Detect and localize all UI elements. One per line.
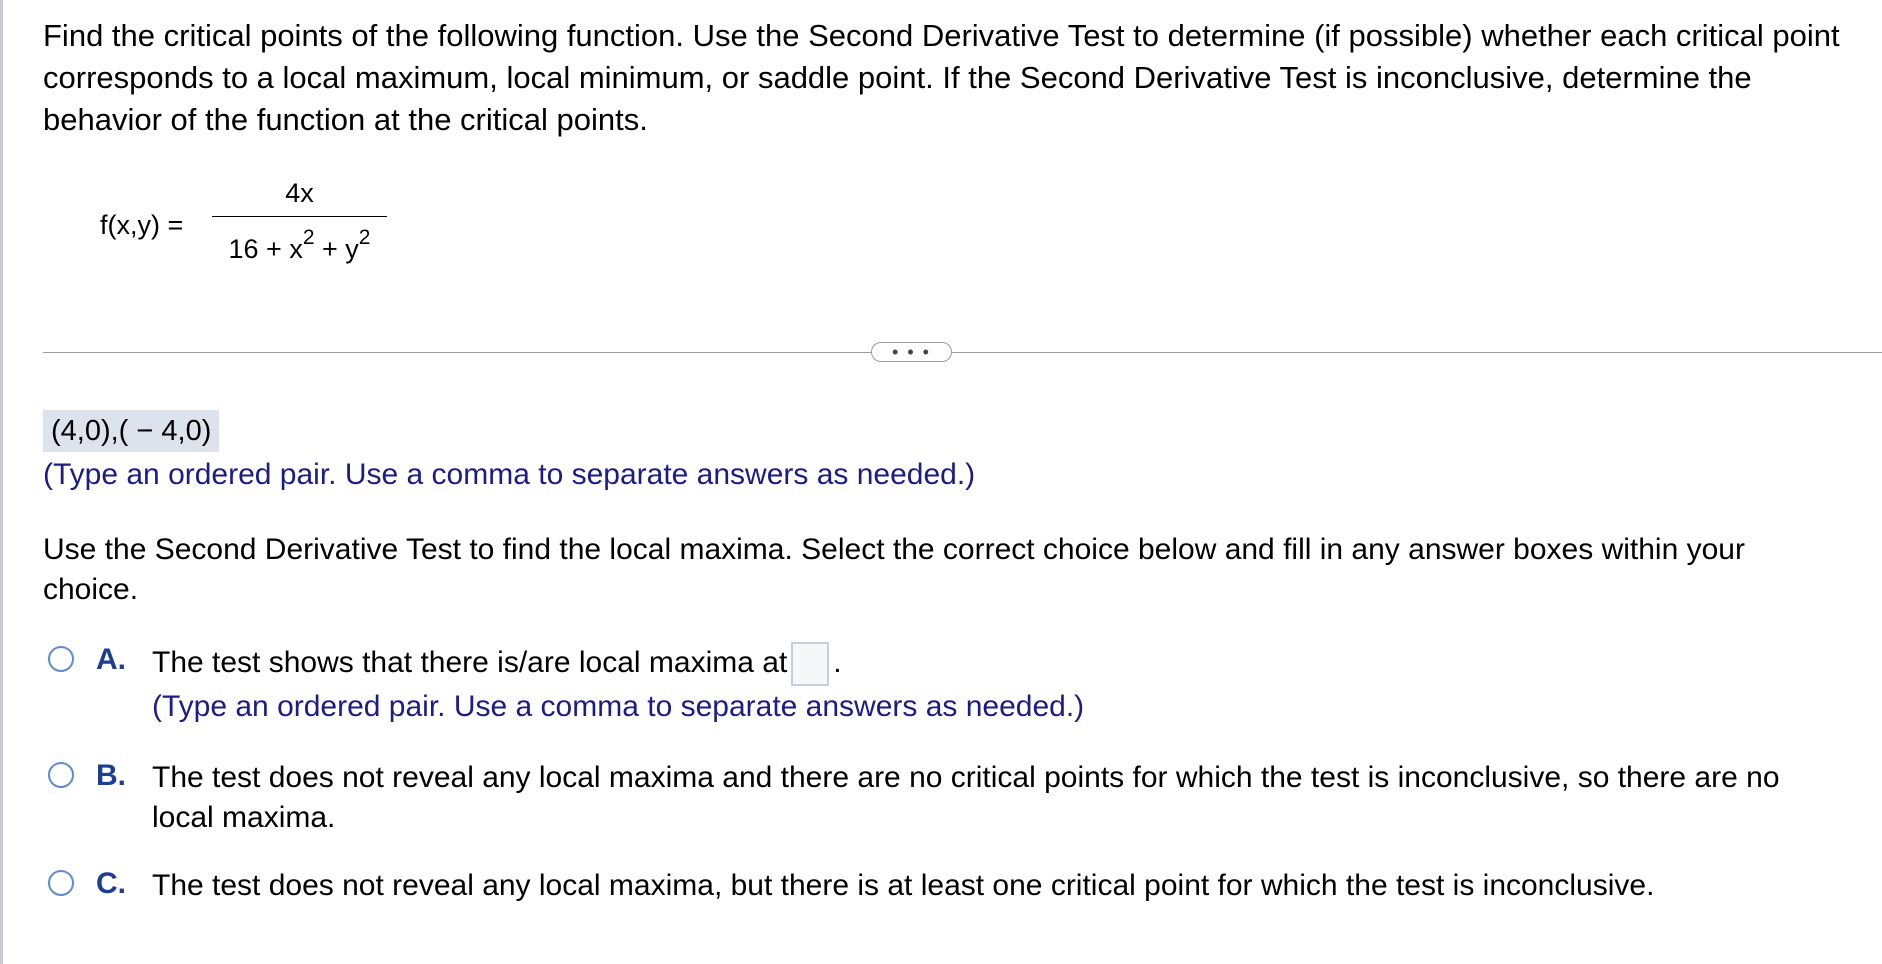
exponent-1: 2 (302, 226, 315, 249)
choice-a-text-after: . (833, 645, 842, 679)
section-divider (43, 352, 1882, 353)
function-formula (100, 172, 500, 282)
choice-a-text-before: The test shows that there is/are local maxima at (152, 645, 788, 679)
problem-intro: Find the critical points of the following function. Use the Second Derivative Test to determine (if possible) whether each critical point corresponds to a local maximum, local minimum, or saddle point. If the Second Derivative Test is inconclusive, determine the behavior of the function at the critical points. (43, 18, 1840, 137)
choice-a-answer-input[interactable] (791, 642, 829, 686)
local-maxima-question: Use the Second Derivative Test to find the local maxima. Select the correct choice below and fill in any answer boxes within your choice. (43, 533, 1745, 606)
denominator-part-2: + y (314, 234, 359, 264)
choice-c-text: The test does not reveal any local maxima, but there is at least one critical point for which the test is inconclusive. (152, 869, 1655, 902)
choice-c-letter: C. (96, 867, 126, 900)
choice-a-text (152, 642, 1842, 686)
expand-ellipsis-button[interactable]: • • • (871, 342, 952, 362)
critical-points-hint: (Type an ordered pair. Use a comma to separate answers as needed.) (43, 458, 976, 491)
choice-c-radio[interactable] (48, 870, 74, 896)
critical-points-answer: (4,0),( − 4,0) (43, 410, 219, 452)
choice-a-letter: A. (96, 643, 126, 676)
choice-b-letter: B. (96, 759, 126, 792)
function-fraction (212, 172, 387, 266)
choice-b-text: The test does not reveal any local maxima and there are no critical points for which the test is inconclusive, so there are no local maxima. (152, 761, 1780, 834)
choice-b-radio[interactable] (48, 762, 74, 788)
exponent-2: 2 (358, 226, 371, 249)
choice-a-hint: (Type an ordered pair. Use a comma to separate answers as needed.) (152, 690, 1085, 723)
fraction-numerator: 4x (285, 178, 314, 208)
fraction-denominator (212, 225, 387, 266)
function-lhs: f(x,y) = (100, 210, 184, 240)
denominator-part-1: 16 + x (228, 234, 303, 264)
choice-a-radio[interactable] (48, 646, 74, 672)
fraction-bar (212, 216, 387, 217)
left-border (0, 0, 3, 964)
